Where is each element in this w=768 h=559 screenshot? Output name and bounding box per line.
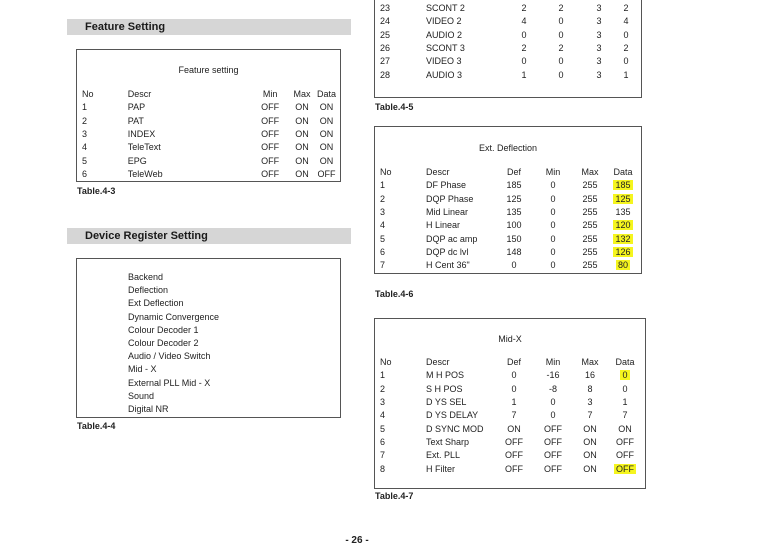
table-cell: 0 bbox=[558, 56, 564, 67]
table-cell bbox=[608, 246, 638, 259]
table-cell: 0 bbox=[550, 180, 556, 191]
table-cell: OFF bbox=[261, 155, 280, 166]
table-cell: OFF bbox=[505, 463, 523, 474]
table-cell: AUDIO 2 bbox=[426, 29, 463, 40]
table-cell: 5 bbox=[380, 233, 386, 244]
table-cell: 0 bbox=[622, 383, 628, 394]
table-cell: 3 bbox=[596, 69, 602, 80]
table-cell: OFF bbox=[261, 168, 280, 179]
table-cell: SCONT 2 bbox=[426, 3, 465, 14]
table-cell: ON bbox=[618, 423, 632, 434]
table-4-5 bbox=[380, 2, 634, 82]
list-item: Digital NR bbox=[128, 403, 169, 414]
table-cell: 0 bbox=[550, 246, 556, 257]
table-row bbox=[380, 232, 638, 245]
table-cell: 0 bbox=[623, 56, 629, 67]
table-cell: ON bbox=[295, 168, 309, 179]
table-row bbox=[380, 55, 634, 68]
list-item: Colour Decoder 1 bbox=[128, 324, 199, 335]
table-cell: ON bbox=[319, 129, 334, 140]
column-header: Min bbox=[545, 357, 561, 368]
table-cell: H Cent 36" bbox=[426, 260, 470, 271]
table-cell: 0 bbox=[550, 207, 556, 218]
table-row bbox=[380, 68, 634, 81]
table-row bbox=[380, 15, 634, 28]
table-cell: 255 bbox=[582, 260, 598, 271]
table-cell: PAT bbox=[127, 115, 144, 126]
table-cell: TeleText bbox=[127, 142, 161, 153]
table-cell: ON bbox=[295, 155, 309, 166]
table-cell: 4 bbox=[380, 410, 386, 421]
table-cell: 0 bbox=[511, 370, 517, 381]
table-cell: 0 bbox=[550, 220, 556, 231]
table-row bbox=[380, 436, 642, 449]
table-cell: Text Sharp bbox=[426, 436, 470, 447]
list-item: Audio / Video Switch bbox=[128, 351, 211, 362]
table-cell: 185 bbox=[506, 180, 522, 191]
table-cell: 1 bbox=[82, 102, 88, 113]
table-row bbox=[82, 154, 336, 167]
table-caption-4-4: Table.4-4 bbox=[77, 421, 116, 431]
table-cell: D SYNC MOD bbox=[426, 423, 484, 434]
table-cell bbox=[608, 179, 638, 192]
list-item: Sound bbox=[128, 390, 155, 401]
list-item: Ext Deflection bbox=[128, 298, 184, 309]
table-cell: 150 bbox=[506, 233, 522, 244]
mid-x-box bbox=[374, 318, 646, 489]
column-header: Descr bbox=[426, 357, 450, 368]
table-cell: 5 bbox=[82, 155, 88, 166]
table-cell: 0 bbox=[558, 16, 564, 27]
table-cell: 0 bbox=[550, 260, 556, 271]
table-cell: 28 bbox=[380, 69, 391, 80]
table-cell: 3 bbox=[587, 397, 593, 408]
column-header: Min bbox=[545, 167, 561, 178]
column-header: No bbox=[82, 89, 94, 100]
table-cell: ON bbox=[295, 102, 309, 113]
table-cell: H Filter bbox=[426, 463, 455, 474]
table-cell bbox=[608, 232, 638, 245]
ext-deflection-table bbox=[380, 166, 638, 272]
table-row bbox=[82, 141, 336, 154]
table-cell: 3 bbox=[380, 207, 386, 218]
table-cell: ON bbox=[583, 463, 597, 474]
table-row bbox=[380, 42, 634, 55]
table-cell: 25 bbox=[380, 29, 391, 40]
table-cell: -16 bbox=[546, 370, 560, 381]
column-header: Max bbox=[293, 89, 311, 100]
table-cell: SCONT 3 bbox=[426, 43, 465, 54]
table-cell: 3 bbox=[596, 16, 602, 27]
table-cell: 2 bbox=[521, 3, 527, 14]
table-cell: OFF bbox=[317, 168, 336, 179]
table-row bbox=[380, 259, 638, 272]
table-cell: ON bbox=[319, 102, 334, 113]
ext-deflection-title: Ext. Deflection bbox=[478, 143, 538, 153]
mid-x-title: Mid-X bbox=[498, 334, 522, 344]
table-row bbox=[380, 396, 642, 409]
list-item: External PLL Mid - X bbox=[128, 377, 211, 388]
table-cell: 4 bbox=[380, 220, 386, 231]
table-cell: 5 bbox=[380, 423, 386, 434]
table-cell bbox=[608, 369, 642, 382]
table-cell: 135 bbox=[506, 207, 522, 218]
table-cell: 255 bbox=[582, 180, 598, 191]
table-row bbox=[82, 128, 336, 141]
device-register-list bbox=[128, 271, 219, 416]
table-cell: 3 bbox=[596, 29, 602, 40]
table-cell: OFF bbox=[505, 436, 523, 447]
table-cell: ON bbox=[319, 142, 334, 153]
table-cell: DF Phase bbox=[426, 180, 467, 191]
column-header: Max bbox=[581, 357, 599, 368]
highlighted-value: OFF bbox=[616, 463, 634, 474]
table-cell: 0 bbox=[623, 29, 629, 40]
table-cell: OFF bbox=[544, 423, 562, 434]
table-cell: 6 bbox=[82, 168, 88, 179]
column-header: Data bbox=[316, 89, 336, 100]
table-cell: OFF bbox=[616, 436, 634, 447]
table-cell: 3 bbox=[596, 43, 602, 54]
highlighted-value: 132 bbox=[615, 233, 631, 244]
table-cell: 2 bbox=[82, 115, 88, 126]
table-cell: 7 bbox=[511, 410, 517, 421]
highlighted-value: 80 bbox=[617, 260, 628, 271]
page-number: - 26 - bbox=[345, 535, 369, 546]
table-cell: 125 bbox=[506, 193, 522, 204]
table-row bbox=[380, 29, 634, 42]
table-caption-4-5: Table.4-5 bbox=[375, 102, 414, 112]
table-cell: 2 bbox=[623, 43, 629, 54]
table-row bbox=[380, 193, 638, 206]
table-cell: 7 bbox=[587, 410, 593, 421]
table-cell: ON bbox=[295, 129, 309, 140]
table-cell: 135 bbox=[615, 207, 631, 218]
table-cell: D YS SEL bbox=[426, 397, 467, 408]
table-cell: 2 bbox=[521, 43, 527, 54]
table-cell: 16 bbox=[584, 370, 595, 381]
table-cell: OFF bbox=[261, 129, 280, 140]
highlighted-value: 126 bbox=[615, 246, 631, 257]
table-cell: OFF bbox=[261, 142, 280, 153]
highlighted-value: 120 bbox=[615, 220, 631, 231]
table-row bbox=[380, 422, 642, 435]
feature-setting-header: Feature Setting bbox=[67, 19, 351, 35]
table-cell: 0 bbox=[550, 193, 556, 204]
table-cell: 255 bbox=[582, 233, 598, 244]
table-cell: 2 bbox=[380, 383, 386, 394]
table-cell: 7 bbox=[380, 450, 386, 461]
table-cell: H Linear bbox=[426, 220, 461, 231]
table-caption-4-3: Table.4-3 bbox=[77, 186, 116, 196]
table-cell: S H POS bbox=[426, 383, 463, 394]
table-cell: OFF bbox=[616, 450, 634, 461]
column-header: Min bbox=[262, 89, 278, 100]
table-cell: M H POS bbox=[426, 370, 465, 381]
table-cell: 1 bbox=[622, 397, 628, 408]
table-cell bbox=[608, 462, 642, 475]
table-cell: VIDEO 3 bbox=[426, 56, 462, 67]
table-cell: 0 bbox=[511, 260, 517, 271]
table-cell: Mid Linear bbox=[426, 207, 469, 218]
table-cell: 3 bbox=[596, 56, 602, 67]
table-cell: 23 bbox=[380, 3, 391, 14]
table-cell: 255 bbox=[582, 246, 598, 257]
feature-setting-box bbox=[76, 49, 341, 182]
table-cell: ON bbox=[319, 155, 334, 166]
table-cell: ON bbox=[583, 450, 597, 461]
feature-setting-title: Feature setting bbox=[178, 65, 239, 75]
list-item: Backend bbox=[128, 272, 164, 282]
column-header: Def bbox=[506, 357, 521, 368]
table-cell: 0 bbox=[558, 29, 564, 40]
table-cell bbox=[608, 259, 638, 272]
table-cell: DQP dc lvl bbox=[426, 246, 469, 257]
table-cell: INDEX bbox=[127, 129, 156, 140]
table-row bbox=[380, 246, 638, 259]
table-cell: OFF bbox=[544, 436, 562, 447]
column-header: Max bbox=[581, 167, 599, 178]
table-row bbox=[380, 206, 638, 219]
table-cell: 1 bbox=[521, 69, 527, 80]
table-cell: 1 bbox=[511, 397, 517, 408]
table-row bbox=[82, 115, 336, 128]
ext-deflection-box bbox=[374, 126, 642, 274]
column-header: Def bbox=[506, 167, 521, 178]
column-header: Descr bbox=[426, 167, 450, 178]
table-cell: 0 bbox=[550, 410, 556, 421]
table-cell: ON bbox=[583, 423, 597, 434]
table-cell: 7 bbox=[380, 260, 386, 271]
mid-x-table bbox=[380, 356, 642, 476]
table-cell bbox=[608, 193, 638, 206]
table-cell: 27 bbox=[380, 56, 391, 67]
table-cell: 100 bbox=[506, 220, 522, 231]
highlighted-value: 125 bbox=[615, 193, 631, 204]
table-cell: TeleWeb bbox=[127, 168, 163, 179]
list-item: Dynamic Convergence bbox=[128, 311, 220, 322]
highlighted-value: 185 bbox=[615, 180, 631, 191]
table-cell: 0 bbox=[511, 383, 517, 394]
table-cell: -8 bbox=[548, 383, 557, 394]
table-caption-4-6: Table.4-6 bbox=[375, 289, 414, 299]
table-cell: 2 bbox=[623, 3, 629, 14]
table-cell: 24 bbox=[380, 16, 391, 27]
table-cell: D YS DELAY bbox=[426, 410, 479, 421]
table-cell: 8 bbox=[587, 383, 593, 394]
table-cell: 8 bbox=[380, 463, 386, 474]
table-cell: 1 bbox=[623, 69, 629, 80]
table-cell: Ext. PLL bbox=[426, 450, 461, 461]
table-cell: 0 bbox=[550, 397, 556, 408]
table-cell: 26 bbox=[380, 43, 391, 54]
table-cell: 7 bbox=[622, 410, 628, 421]
table-cell: 4 bbox=[82, 142, 88, 153]
table-caption-4-7: Table.4-7 bbox=[375, 491, 414, 501]
table-cell: 6 bbox=[380, 436, 386, 447]
list-item: Mid - X bbox=[128, 364, 157, 375]
table-cell: 0 bbox=[521, 56, 527, 67]
table-cell bbox=[608, 219, 638, 232]
table-row bbox=[82, 101, 336, 114]
table-cell: VIDEO 2 bbox=[426, 16, 462, 27]
table-cell: 2 bbox=[558, 3, 564, 14]
column-header: Data bbox=[613, 167, 633, 178]
table-cell: 1 bbox=[380, 370, 386, 381]
table-cell: 255 bbox=[582, 220, 598, 231]
column-header: No bbox=[380, 357, 392, 368]
table-cell: 2 bbox=[558, 43, 564, 54]
list-item: Deflection bbox=[128, 285, 169, 296]
table-cell: DQP ac amp bbox=[426, 233, 478, 244]
table-cell: 0 bbox=[558, 69, 564, 80]
table-row bbox=[380, 2, 634, 15]
table-cell: 4 bbox=[521, 16, 527, 27]
table-cell: 0 bbox=[550, 233, 556, 244]
table-4-5-box bbox=[374, 0, 642, 98]
table-cell: ON bbox=[295, 142, 309, 153]
table-cell: 3 bbox=[596, 3, 602, 14]
list-item: Colour Decoder 2 bbox=[128, 337, 199, 348]
device-register-box bbox=[76, 258, 341, 418]
table-row bbox=[82, 168, 336, 181]
table-row bbox=[380, 219, 638, 232]
table-cell: OFF bbox=[261, 102, 280, 113]
table-cell: ON bbox=[507, 423, 521, 434]
table-cell: ON bbox=[583, 436, 597, 447]
table-cell: 2 bbox=[380, 193, 386, 204]
table-cell: 3 bbox=[380, 397, 386, 408]
table-cell: ON bbox=[319, 115, 334, 126]
feature-setting-table bbox=[82, 88, 336, 181]
table-cell: PAP bbox=[127, 102, 146, 113]
table-cell: OFF bbox=[544, 450, 562, 461]
table-row bbox=[380, 449, 642, 462]
table-row bbox=[380, 369, 642, 382]
table-cell: 0 bbox=[521, 29, 527, 40]
highlighted-value: 0 bbox=[622, 370, 628, 381]
table-cell: 1 bbox=[380, 180, 386, 191]
column-header: Descr bbox=[127, 89, 152, 100]
table-cell: 255 bbox=[582, 207, 598, 218]
column-header: Data bbox=[615, 357, 635, 368]
table-row bbox=[380, 179, 638, 192]
table-cell: 6 bbox=[380, 246, 386, 257]
table-cell: 255 bbox=[582, 193, 598, 204]
table-cell: 3 bbox=[82, 129, 88, 140]
table-row bbox=[380, 383, 642, 396]
table-cell: OFF bbox=[261, 115, 280, 126]
table-cell: OFF bbox=[544, 463, 562, 474]
table-cell: OFF bbox=[505, 450, 523, 461]
table-row bbox=[380, 409, 642, 422]
table-cell: EPG bbox=[127, 155, 147, 166]
table-row bbox=[380, 462, 642, 475]
column-header: No bbox=[380, 167, 392, 178]
device-register-header: Device Register Setting bbox=[67, 228, 351, 244]
table-cell: DQP Phase bbox=[426, 193, 474, 204]
table-cell: 4 bbox=[623, 16, 629, 27]
table-cell: AUDIO 3 bbox=[426, 69, 463, 80]
table-cell: ON bbox=[295, 115, 309, 126]
table-cell: 148 bbox=[506, 246, 522, 257]
